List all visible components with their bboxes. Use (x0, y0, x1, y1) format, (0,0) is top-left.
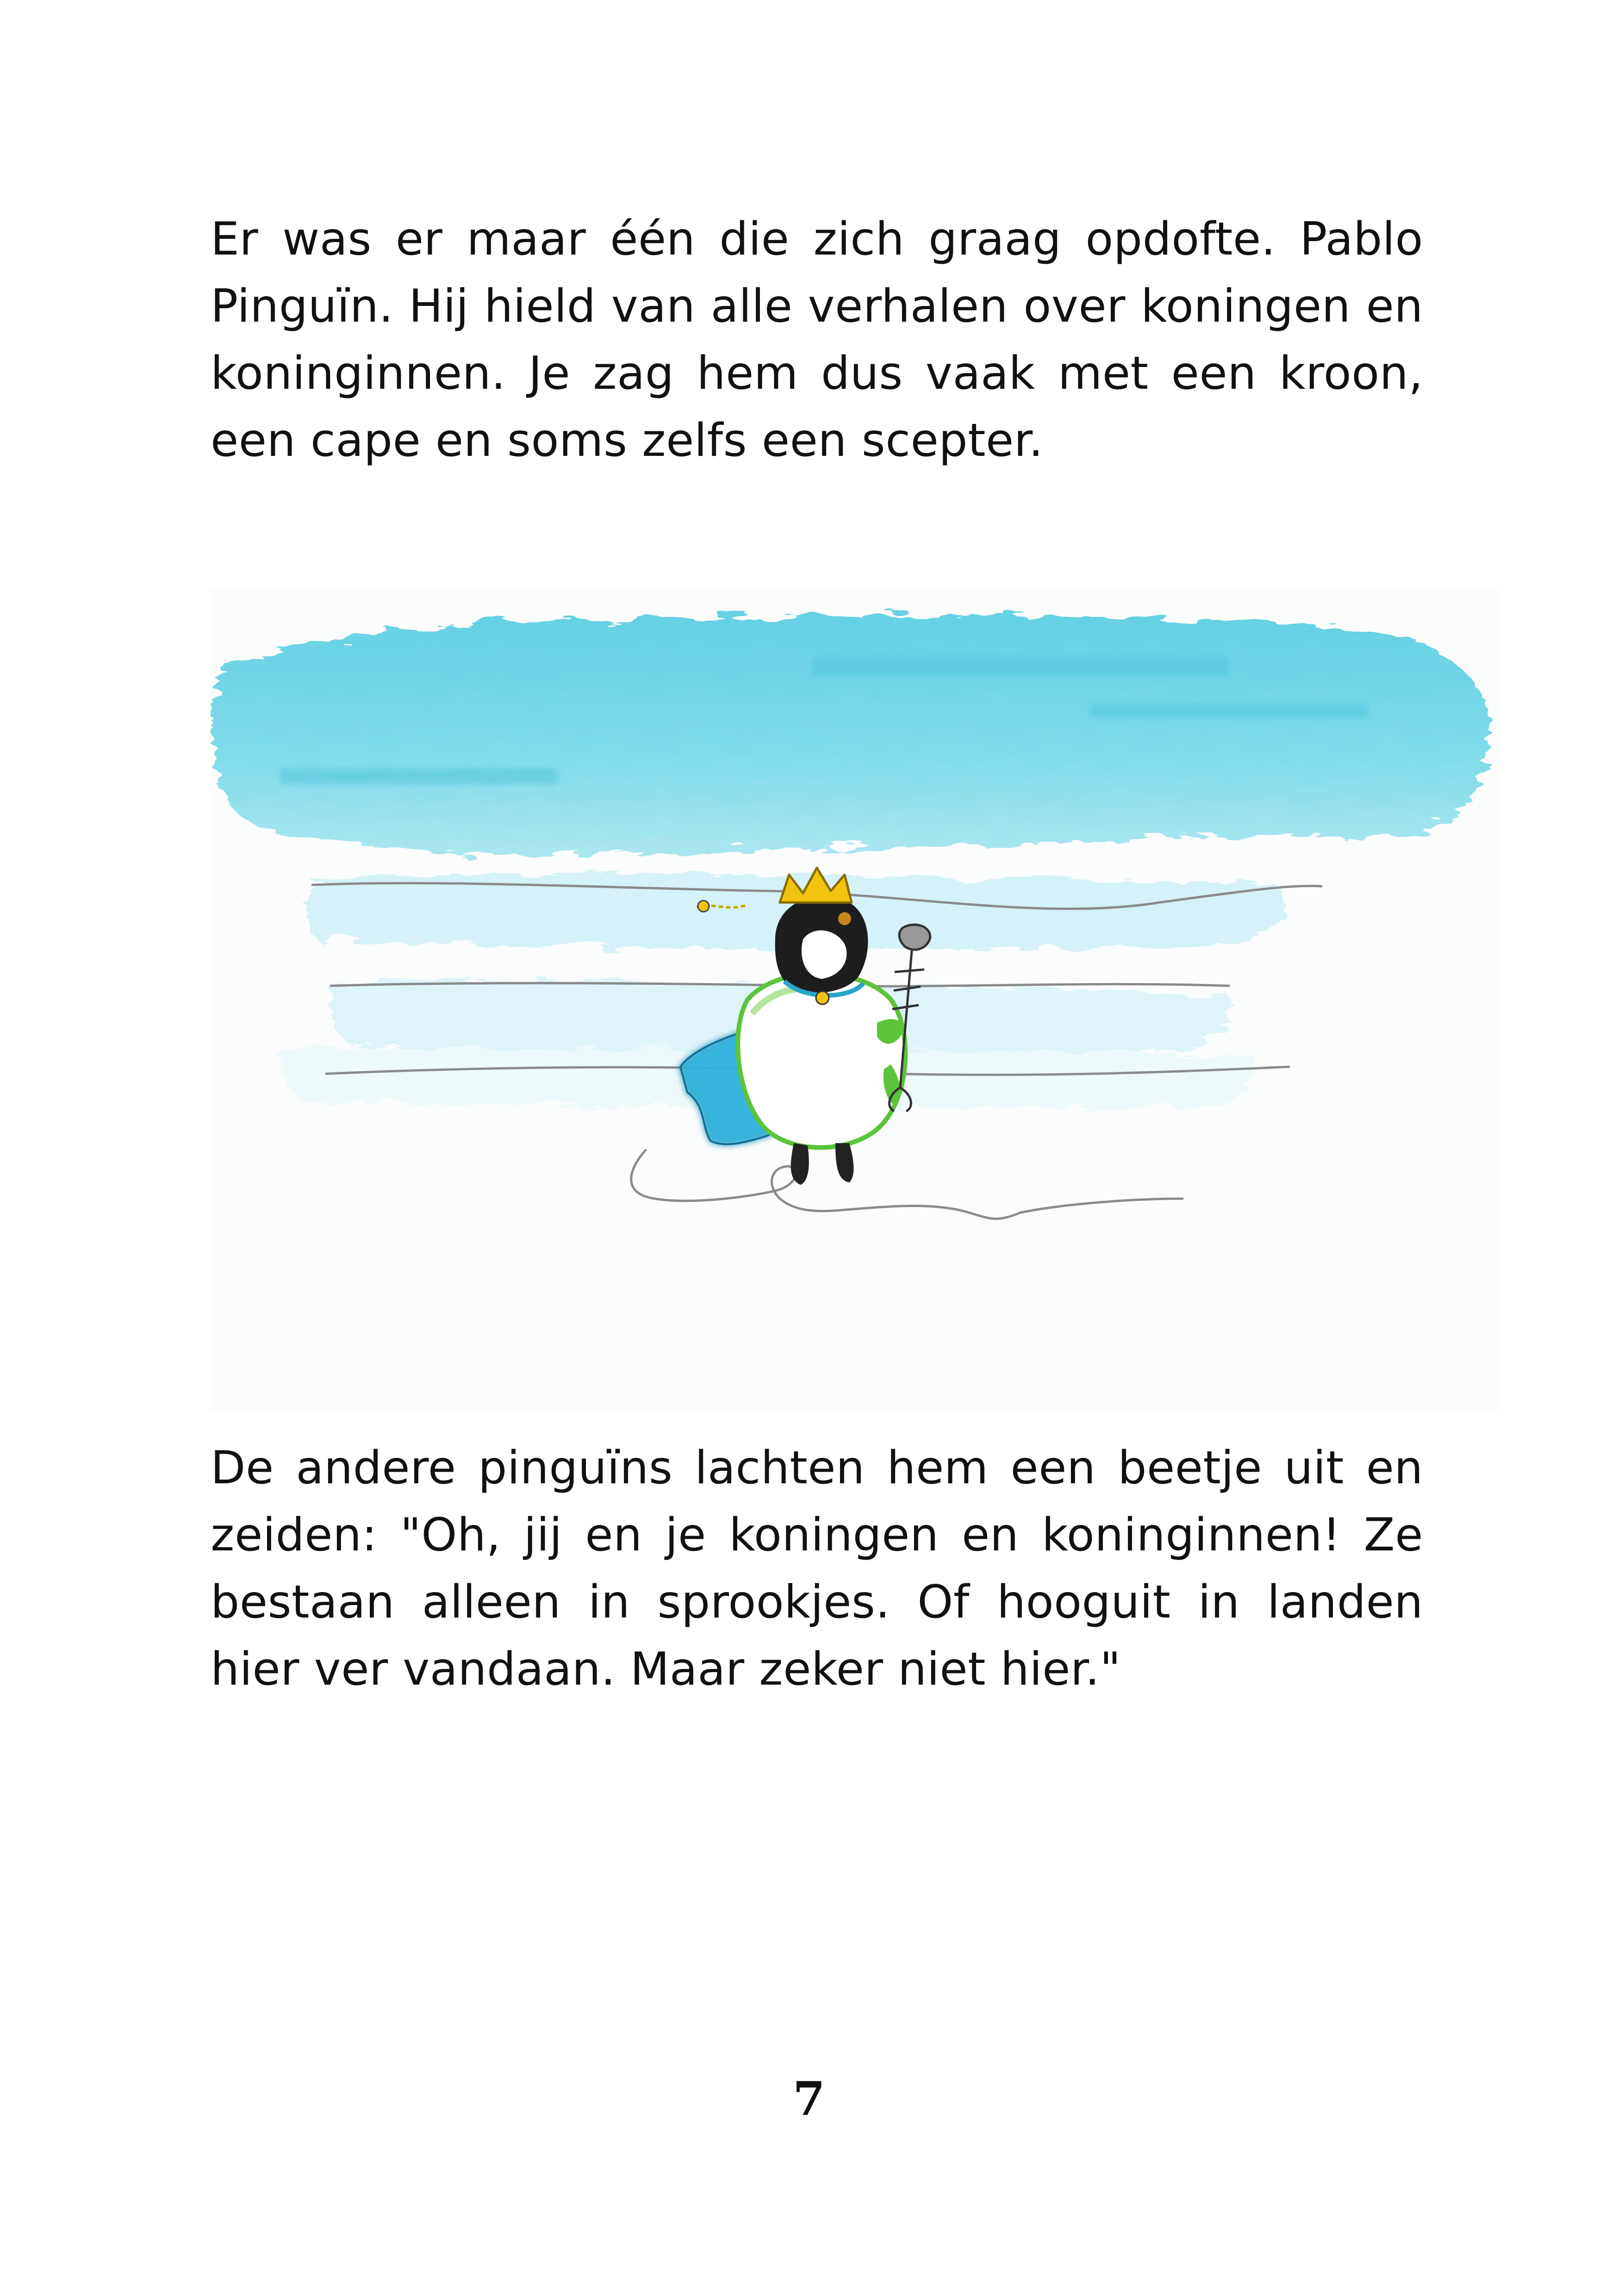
story-paragraph-2: De andere pinguïns lachten hem een beetje uit en zeiden: "Oh, jij en je koningen en koninginnen! Ze bestaan alleen in sprookjes. Of hooguit in landen hier ver vandaan. Maar zeker niet hier." (211, 1442, 1423, 1696)
penguin-king-illustration (211, 588, 1500, 1412)
sky-wash (212, 615, 1490, 855)
page-number: 7 (793, 2072, 825, 2126)
story-paragraph-1: Er was er maar één die zich graag opdofte. Pablo Pinguïn. Hij hield van alle verhalen over koningen en koninginnen. Je zag hem dus vaak met een kroon, een cape en soms zelfs een scepter. (211, 213, 1423, 467)
